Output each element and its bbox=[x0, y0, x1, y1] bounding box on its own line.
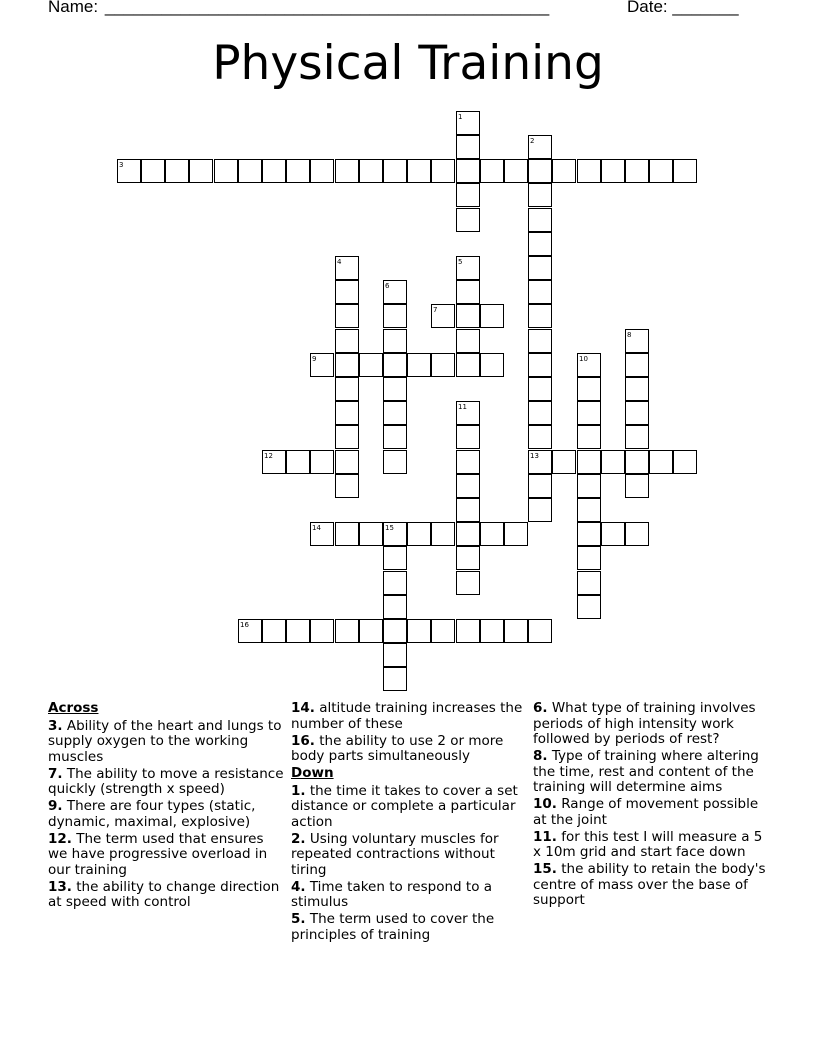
grid-cell[interactable] bbox=[383, 401, 407, 425]
grid-cell[interactable] bbox=[238, 159, 262, 183]
grid-cell[interactable] bbox=[117, 159, 141, 183]
grid-cell[interactable] bbox=[528, 401, 552, 425]
grid-cell[interactable] bbox=[335, 425, 359, 449]
grid-cell[interactable] bbox=[577, 450, 601, 474]
grid-cell[interactable] bbox=[286, 159, 310, 183]
grid-cell[interactable] bbox=[456, 450, 480, 474]
grid-cell[interactable] bbox=[335, 522, 359, 546]
clue-down-8 bbox=[533, 749, 769, 796]
grid-cell[interactable] bbox=[335, 377, 359, 401]
clue-number: 6. bbox=[533, 700, 548, 716]
grid-cell[interactable] bbox=[601, 450, 625, 474]
grid-cell[interactable] bbox=[383, 595, 407, 619]
grid-cell[interactable] bbox=[189, 159, 213, 183]
clue-down-1 bbox=[291, 784, 527, 831]
clue-number: 13. bbox=[48, 878, 72, 895]
cell-number: 13 bbox=[530, 452, 539, 460]
grid-cell[interactable] bbox=[165, 159, 189, 183]
clue-text: The term used to cover the principles of training bbox=[291, 911, 495, 943]
grid-cell[interactable] bbox=[262, 450, 286, 474]
clue-number: 14. bbox=[291, 700, 315, 716]
grid-cell[interactable] bbox=[625, 450, 649, 474]
clue-text: There are four types (static, dynamic, maximal, explosive) bbox=[48, 798, 256, 830]
grid-cell[interactable] bbox=[480, 304, 504, 328]
grid-cell[interactable] bbox=[456, 183, 480, 207]
grid-cell[interactable] bbox=[528, 450, 552, 474]
clue-across-12 bbox=[48, 832, 284, 879]
grid-cell[interactable] bbox=[456, 401, 480, 425]
grid-cell[interactable] bbox=[528, 329, 552, 353]
grid-cell[interactable] bbox=[601, 159, 625, 183]
grid-cell[interactable] bbox=[577, 571, 601, 595]
grid-cell[interactable] bbox=[456, 474, 480, 498]
clue-column-3 bbox=[533, 701, 769, 910]
grid-cell[interactable] bbox=[625, 401, 649, 425]
grid-cell[interactable] bbox=[577, 595, 601, 619]
grid-cell[interactable] bbox=[383, 304, 407, 328]
grid-cell[interactable] bbox=[456, 353, 480, 377]
clue-text: altitude training increases the number of these bbox=[291, 700, 523, 732]
grid-cell[interactable] bbox=[625, 522, 649, 546]
grid-cell[interactable] bbox=[480, 159, 504, 183]
grid-cell[interactable] bbox=[359, 522, 383, 546]
clue-text: Ability of the heart and lungs to supply oxygen to the working muscles bbox=[48, 717, 282, 765]
grid-cell[interactable] bbox=[528, 159, 552, 183]
grid-cell[interactable] bbox=[625, 474, 649, 498]
date-line[interactable]: _______ bbox=[672, 0, 739, 16]
grid-cell[interactable] bbox=[528, 619, 552, 643]
grid-cell[interactable] bbox=[528, 256, 552, 280]
cell-number: 16 bbox=[240, 621, 249, 629]
grid-cell[interactable] bbox=[335, 450, 359, 474]
grid-cell[interactable] bbox=[528, 425, 552, 449]
grid-cell[interactable] bbox=[335, 256, 359, 280]
grid-cell[interactable] bbox=[456, 329, 480, 353]
grid-cell[interactable] bbox=[577, 401, 601, 425]
grid-cell[interactable] bbox=[431, 353, 455, 377]
name-label: Name: bbox=[48, 0, 99, 16]
grid-cell[interactable] bbox=[456, 256, 480, 280]
grid-cell[interactable] bbox=[552, 159, 576, 183]
clue-down-11 bbox=[533, 830, 769, 861]
clue-text: Using voluntary muscles for repeated contractions without tiring bbox=[291, 830, 499, 878]
grid-cell[interactable] bbox=[577, 159, 601, 183]
clue-number: 5. bbox=[291, 911, 306, 927]
grid-cell[interactable] bbox=[335, 401, 359, 425]
clue-across-9 bbox=[48, 799, 284, 830]
clue-across-3 bbox=[48, 719, 284, 766]
grid-cell[interactable] bbox=[310, 522, 334, 546]
grid-cell[interactable] bbox=[383, 546, 407, 570]
grid-cell[interactable] bbox=[528, 498, 552, 522]
cell-number: 2 bbox=[530, 137, 535, 145]
clue-across-13 bbox=[48, 880, 284, 911]
clue-text: the time it takes to cover a set distance or complete a particular action bbox=[291, 782, 518, 830]
grid-cell[interactable] bbox=[625, 159, 649, 183]
cell-number: 8 bbox=[627, 331, 632, 339]
clue-number: 3. bbox=[48, 717, 63, 734]
grid-cell[interactable] bbox=[407, 619, 431, 643]
grid-cell[interactable] bbox=[262, 619, 286, 643]
grid-cell[interactable] bbox=[528, 474, 552, 498]
grid-cell[interactable] bbox=[577, 353, 601, 377]
grid-cell[interactable] bbox=[649, 450, 673, 474]
cell-number: 11 bbox=[458, 403, 467, 411]
grid-cell[interactable] bbox=[528, 304, 552, 328]
clue-text: Time taken to respond to a stimulus bbox=[291, 878, 493, 910]
grid-cell[interactable] bbox=[383, 377, 407, 401]
clue-number: 12. bbox=[48, 830, 72, 847]
grid-cell[interactable] bbox=[625, 377, 649, 401]
grid-cell[interactable] bbox=[310, 353, 334, 377]
grid-cell[interactable] bbox=[577, 498, 601, 522]
grid-cell[interactable] bbox=[383, 619, 407, 643]
clue-text: Type of training where altering the time, rest and content of the training will determine aims bbox=[533, 748, 759, 795]
grid-cell[interactable] bbox=[383, 643, 407, 667]
cell-number: 4 bbox=[337, 258, 342, 266]
grid-cell[interactable] bbox=[141, 159, 165, 183]
grid-cell[interactable] bbox=[335, 280, 359, 304]
clue-number: 10. bbox=[533, 796, 557, 812]
cell-number: 12 bbox=[264, 452, 273, 460]
grid-cell[interactable] bbox=[310, 159, 334, 183]
cell-number: 14 bbox=[312, 524, 321, 532]
grid-cell[interactable] bbox=[359, 353, 383, 377]
clue-number: 8. bbox=[533, 748, 548, 764]
grid-cell[interactable] bbox=[456, 571, 480, 595]
grid-cell[interactable] bbox=[625, 353, 649, 377]
grid-cell[interactable] bbox=[335, 329, 359, 353]
clue-across-16 bbox=[291, 734, 527, 765]
grid-cell[interactable] bbox=[407, 522, 431, 546]
grid-cell[interactable] bbox=[504, 619, 528, 643]
grid-cell[interactable] bbox=[335, 474, 359, 498]
clue-column-2 bbox=[291, 701, 527, 945]
grid-cell[interactable] bbox=[625, 329, 649, 353]
grid-cell[interactable] bbox=[383, 159, 407, 183]
grid-cell[interactable] bbox=[456, 111, 480, 135]
grid-cell[interactable] bbox=[407, 353, 431, 377]
grid-cell[interactable] bbox=[383, 571, 407, 595]
grid-cell[interactable] bbox=[335, 353, 359, 377]
grid-cell[interactable] bbox=[456, 546, 480, 570]
grid-cell[interactable] bbox=[577, 522, 601, 546]
cell-number: 9 bbox=[312, 355, 317, 363]
clue-number: 15. bbox=[533, 861, 557, 877]
clue-text: The term used that ensures we have progressive overload in our training bbox=[48, 830, 268, 878]
clue-column-1 bbox=[48, 701, 284, 912]
clue-across-14 bbox=[291, 701, 527, 732]
across-heading: Across bbox=[48, 700, 99, 716]
clue-down-10 bbox=[533, 797, 769, 828]
date-label: Date: bbox=[627, 0, 668, 16]
grid-cell[interactable] bbox=[383, 450, 407, 474]
clue-number: 4. bbox=[291, 878, 306, 895]
grid-cell[interactable] bbox=[214, 159, 238, 183]
grid-cell[interactable] bbox=[528, 232, 552, 256]
grid-cell[interactable] bbox=[431, 522, 455, 546]
grid-cell[interactable] bbox=[456, 498, 480, 522]
clue-down-4 bbox=[291, 880, 527, 911]
grid-cell[interactable] bbox=[456, 425, 480, 449]
clue-text: the ability to use 2 or more body parts simultaneously bbox=[291, 732, 504, 764]
grid-cell[interactable] bbox=[431, 619, 455, 643]
grid-cell[interactable] bbox=[577, 546, 601, 570]
cell-number: 10 bbox=[579, 355, 588, 363]
grid-cell[interactable] bbox=[456, 159, 480, 183]
grid-cell[interactable] bbox=[238, 619, 262, 643]
cell-number: 3 bbox=[119, 161, 124, 169]
grid-cell[interactable] bbox=[310, 619, 334, 643]
clue-text: The ability to move a resistance quickly (strength x speed) bbox=[48, 765, 284, 797]
grid-cell[interactable] bbox=[456, 208, 480, 232]
grid-cell[interactable] bbox=[552, 450, 576, 474]
grid-cell[interactable] bbox=[383, 667, 407, 691]
name-line[interactable]: _______________________________________________ bbox=[104, 0, 550, 16]
grid-cell[interactable] bbox=[601, 522, 625, 546]
grid-cell[interactable] bbox=[480, 619, 504, 643]
grid-cell[interactable] bbox=[383, 280, 407, 304]
cell-number: 6 bbox=[385, 282, 390, 290]
grid-cell[interactable] bbox=[456, 304, 480, 328]
grid-cell[interactable] bbox=[528, 280, 552, 304]
grid-cell[interactable] bbox=[286, 450, 310, 474]
grid-cell[interactable] bbox=[673, 450, 697, 474]
grid-cell[interactable] bbox=[456, 619, 480, 643]
grid-cell[interactable] bbox=[504, 522, 528, 546]
clue-number: 7. bbox=[48, 765, 63, 782]
grid-cell[interactable] bbox=[383, 425, 407, 449]
clue-down-5 bbox=[291, 912, 527, 943]
grid-cell[interactable] bbox=[286, 619, 310, 643]
grid-cell[interactable] bbox=[528, 135, 552, 159]
cell-number: 15 bbox=[385, 524, 394, 532]
grid-cell[interactable] bbox=[359, 159, 383, 183]
grid-cell[interactable] bbox=[335, 304, 359, 328]
clue-number: 11. bbox=[533, 828, 557, 845]
grid-cell[interactable] bbox=[528, 183, 552, 207]
clue-number: 1. bbox=[291, 782, 306, 799]
grid-cell[interactable] bbox=[577, 474, 601, 498]
grid-cell[interactable] bbox=[577, 425, 601, 449]
grid-cell[interactable] bbox=[383, 522, 407, 546]
grid-cell[interactable] bbox=[673, 159, 697, 183]
grid-cell[interactable] bbox=[528, 353, 552, 377]
grid-cell[interactable] bbox=[383, 353, 407, 377]
grid-cell[interactable] bbox=[480, 522, 504, 546]
grid-cell[interactable] bbox=[504, 159, 528, 183]
cell-number: 1 bbox=[458, 113, 463, 121]
grid-cell[interactable] bbox=[407, 159, 431, 183]
cell-number: 5 bbox=[458, 258, 463, 266]
grid-cell[interactable] bbox=[359, 619, 383, 643]
clue-number: 9. bbox=[48, 798, 63, 814]
cell-number: 7 bbox=[433, 306, 438, 314]
grid-cell[interactable] bbox=[262, 159, 286, 183]
grid-cell[interactable] bbox=[528, 377, 552, 401]
clue-text: Range of movement possible at the joint bbox=[533, 796, 759, 828]
clue-number: 16. bbox=[291, 732, 315, 749]
clue-text: the ability to change direction at speed with control bbox=[48, 878, 280, 910]
grid-cell[interactable] bbox=[649, 159, 673, 183]
grid-cell[interactable] bbox=[456, 280, 480, 304]
clue-text: for this test I will measure a 5 x 10m grid and start face down bbox=[533, 828, 763, 860]
grid-cell[interactable] bbox=[431, 159, 455, 183]
clue-down-6 bbox=[533, 701, 769, 748]
grid-cell[interactable] bbox=[480, 353, 504, 377]
page-title: Physical Training bbox=[212, 36, 604, 91]
grid-cell[interactable] bbox=[335, 619, 359, 643]
grid-cell[interactable] bbox=[310, 450, 334, 474]
down-heading: Down bbox=[291, 765, 334, 781]
clue-down-15 bbox=[533, 862, 769, 909]
clue-across-7 bbox=[48, 767, 284, 798]
clue-text: the ability to retain the body's centre of mass over the base of support bbox=[533, 861, 766, 908]
grid-cell[interactable] bbox=[335, 159, 359, 183]
grid-cell[interactable] bbox=[383, 329, 407, 353]
grid-cell[interactable] bbox=[431, 304, 455, 328]
grid-cell[interactable] bbox=[577, 377, 601, 401]
clue-text: What type of training involves periods of high intensity work followed by periods of rest? bbox=[533, 700, 756, 747]
clue-number: 2. bbox=[291, 830, 306, 847]
grid-cell[interactable] bbox=[456, 135, 480, 159]
clue-down-2 bbox=[291, 832, 527, 879]
grid-cell[interactable] bbox=[456, 522, 480, 546]
grid-cell[interactable] bbox=[625, 425, 649, 449]
grid-cell[interactable] bbox=[528, 208, 552, 232]
